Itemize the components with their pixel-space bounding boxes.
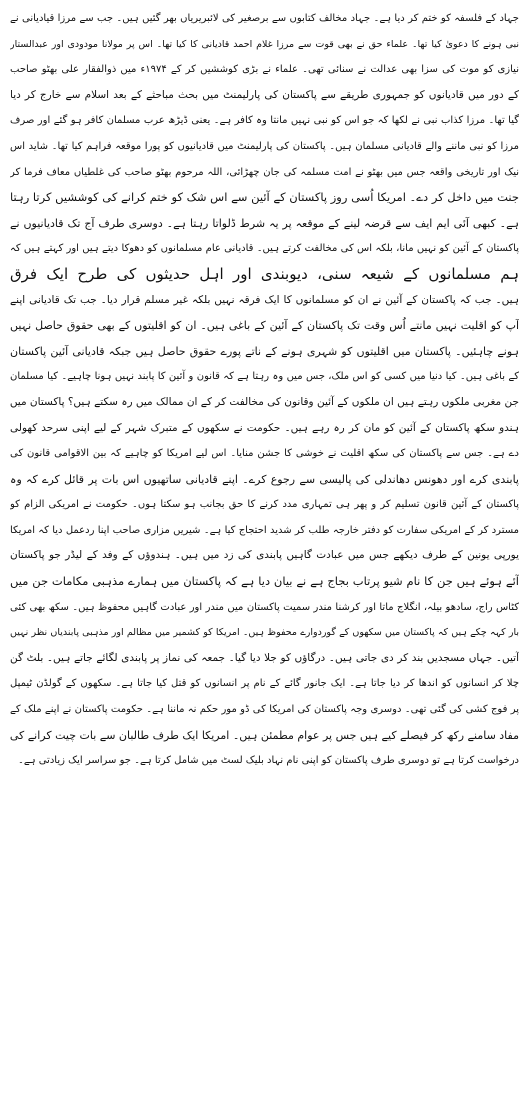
article-line-2: نبی ہونے کا دعویٰ کیا تھا۔ علماء حق نے بھی قوت سے مرزا غلام احمد قادیانی کا کیا تھا۔ اس پر مولانا مودودی اور عبدالستار [10, 38, 519, 50]
article-line-9: ہے۔ کبھی آئی ایم ایف سے قرضہ لینے کے موقعہ پر یہ شرط ڈلواتا رہتا ہے۔ دوسری طرف آج تک قادیانیوں نے [10, 216, 519, 230]
article-line-17: ہندو سکھ پاکستان کے آئین کو مان کر رہ رہے ہیں۔ حکومت نے سکھوں کے متبرک شہر کے لیے اپنی سرحد کھولی [10, 421, 519, 434]
article-line-22: یورپی یونین کے طرف دیکھے جس میں عبادت گاہیں پابندی کی زد میں ہیں۔ ہندوؤں کے وفد کے لیڈر جو پاکستان [10, 549, 519, 562]
article-line-6: مرزا کو نبی ماننے والے قادیانی مسلمان ہیں۔ پاکستان کی پارلیمنٹ میں قادیانیوں کو پورا موقعہ فراہم کیا تھا۔ شاید اس [10, 140, 519, 152]
article-line-12: ہیں۔ جب کہ پاکستان کے آئین نے ان کو مسلمانوں کا ایک فرقہ نہیں بلکہ غیر مسلم قرار دیا۔ جب تک قادیانی اپنے [10, 293, 519, 306]
article-line-13: آپ کو اقلیت نہیں مانتے اُس وقت تک پاکستان کے آئین کے باغی ہیں۔ ان کو اقلیتوں کے بھی حقوق حاصل نہیں [10, 319, 519, 333]
article-line-24: کٹاس راج، سادھو بیلہ، انگلاج ماتا اور کرشنا مندر سمیت پاکستان میں مندر اور عبادت گاہیں محفوظ ہیں۔ سکھ بھی کئی [10, 601, 519, 613]
article-line-16: جن مغربی ملکوں رہتے ہیں ان ملکوں کے آئین وقانون کی مخالفت کر کے ان ممالک میں رہ سکتے ہیں؟ پاکستان میں [10, 395, 519, 408]
article-line-4: کے دور میں قادیانوں کو جمہوری طریقے سے پاکستان کی پارلیمنٹ میں بحث مباحثے کے بعد اسلام سے خارج کر دیا [10, 88, 519, 101]
article-line-14: ہونے چاہئیں۔ پاکستان میں اقلیتوں کو شہری ہونے کے ناتے پورے حقوق حاصل ہیں جبکہ قادیانی آئین پاکستان [10, 344, 519, 358]
article-line-30: درخواست کرتا ہے تو دوسری طرف پاکستان کو اپنی نام نہاد بلیک لسٹ میں شامل کرتا ہے۔ جو سراسر ایک زیادتی ہے۔ [17, 755, 519, 767]
article-line-10: پاکستان کے آئین کو نہیں مانا، بلکہ اس کی مخالفت کرتے ہیں۔ قادیانی عام مسلمانوں کو دھوکا دیتے ہیں اور کہتے ہیں کہ [10, 243, 519, 255]
article-line-28: پر فوج کشی کی گئی تھی۔ دوسری وجہ پاکستان کی امریکا کی ڈو مور حکم نہ ماننا ہے۔ حکومت پاکستان نے اپنے ملک کے [10, 704, 519, 716]
article-line-3: نیازی کو موت کی سزا بھی عدالت نے سنائی تھی۔ علماء نے بڑی کوششیں کر کے ۱۹۷۴ء میں ذوالفقار علی بھٹو صاحب [10, 64, 519, 76]
article-line-7: نیک اور تاریخی واقعہ جس میں بھٹو نے امت مسلمہ کی جان چھڑائی، اللہ مرحوم بھٹو صاحب کی غلطیاں معاف فرما کر [10, 166, 519, 178]
article-line-1: جہاد کے فلسفہ کو ختم کر دیا ہے۔ جہاد مخالف کتابوں سے برصغیر کی لائبریریاں بھر گئیں ہیں۔ جب سے مرزا قیادیانی نے [10, 13, 519, 24]
article-line-20: پاکستان کے آئین قانون تسلیم کر و پھر ہی تمہاری مدد کرنے کا حق بجانب ہو سکتا ہوں۔ حکومت نے امریکی الزام کو [10, 499, 519, 511]
article-line-15: کے باغی ہیں۔ کیا دنیا میں کسی کو اس ملک، جس میں وہ رہتا ہے کہ قانون و آئین کا پابند نہیں ہونا چاہیے۔ کیا مسلمان [10, 371, 519, 383]
article-line-21: مسترد کر کے امریکی سفارت کو دفتر خارجہ طلب کر شدید احتجاج کیا ہے۔ شیریں مزاری صاحب اپنا ردعمل دیا کہ امریکا [10, 524, 519, 536]
article-line-8: جنت میں داخل کر دے۔ امریکا اُسی روز پاکستان کے آئین سے اس شک کو ختم کرانے کی کوششیں کرتا رہتا [10, 190, 519, 205]
article-line-19: پابندی کرے اور دھونس دھاندلی کی پالیسی سے رجوع کرے۔ اپنے قادیانی ساتھیوں اس بات پر قائل کرے کہ وہ [10, 472, 519, 486]
article-line-26: آتیں۔ جہاں مسجدیں بند کر دی جاتی ہیں۔ درگاؤں کو جلا دیا گیا۔ جمعہ کی نماز پر پابندی لگائے جاتے ہیں۔ بلٹ گن [10, 651, 519, 664]
article-line-25: بار کہہ چکے ہیں کہ پاکستان میں سکھوں کے گوردوارے محفوظ ہیں۔ امریکا کو کشمیر میں مظالم اور مذہبی پابندیاں نظر نہیں [10, 627, 519, 639]
article-line-5: گیا تھا۔ مرزا کذاب نبی نے لکھا کہ جو اس کو نبی نہیں مانتا وہ کافر ہے۔ یعنی ڈیڑھ عرب مسلمان کافر ہو گئے اور صرف [10, 115, 519, 127]
article-line-27: چلا کر انسانوں کو اندھا کر دیا جاتا ہے۔ ایک جانور گائے کے نام پر انسانوں کو قتل کیا جاتا ہے۔ سکھوں کے گولڈن ٹیمپل [10, 678, 519, 690]
article-line-11: ہم مسلمانوں کے شیعہ سنی، دیوبندی اور اہل حدیثوں کی طرح ایک فرق [10, 264, 519, 283]
article-line-18: دے ہے۔ جس سے پاکستان کی سکھ اقلیت نے خوشی کا جشن منایا۔ اس لیے امریکا کو چاہیے کہ بین الاقوامی قانون کی [10, 448, 519, 460]
article-line-29: مفاد سامنے رکھ کر فیصلے کیے ہیں جس پر عوام مطمئن ہیں۔ امریکا ایک طرف طالبان سے بات چیت کرانے کی [10, 728, 519, 742]
article-line-23: آئے ہوئے ہیں جن کا نام شیو پرتاب بجاج ہے نے بیان دیا ہے کہ پاکستان میں ہمارے مذہبی مکامات جن میں [10, 574, 519, 589]
